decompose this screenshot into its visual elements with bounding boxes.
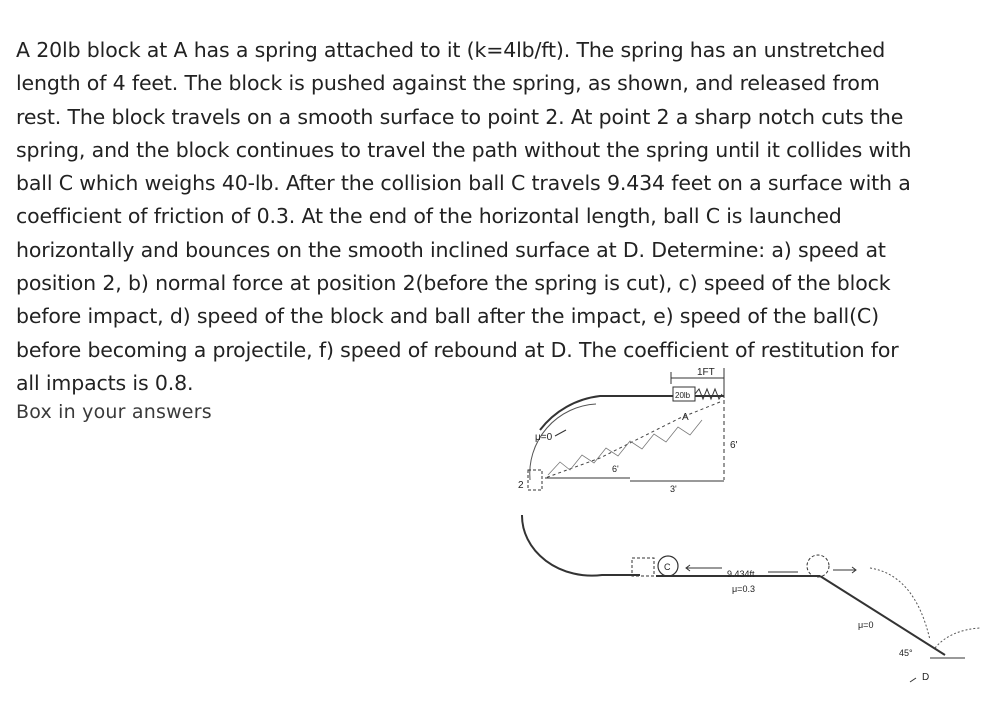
three-ft-label: 3' — [670, 484, 677, 494]
block-label: 20lb — [675, 391, 691, 400]
problem-statement — [16, 34, 916, 400]
distance-label: 9.434ft — [727, 569, 755, 579]
problem-line-1: A 20lb block at A has a spring attached to it (k=4lb/ft). The spring has an unstretched — [16, 38, 886, 62]
problem-line-2: length of 4 feet. The block is pushed against the spring, as shown, and released from — [16, 71, 880, 96]
problem-line-5: ball C which weighs 40-lb. After the collision ball C travels 9.434 feet on a surface with a — [16, 171, 911, 196]
angle-label: 45° — [899, 648, 913, 658]
block-before-impact — [632, 558, 654, 576]
ball-c-label: C — [664, 562, 671, 572]
six-ft-radius-label: 6' — [612, 464, 619, 474]
upper-track — [540, 396, 724, 430]
one-ft-label: 1FT — [697, 367, 715, 378]
problem-line-3: rest. The block travels on a smooth surface to point 2. At point 2 a sharp notch cuts the — [16, 104, 904, 129]
problem-line-11: all impacts is 0.8. — [16, 370, 194, 395]
problem-line-10: before becoming a projectile, f) speed of rebound at D. The coefficient of restitution for — [16, 337, 899, 362]
lower-loop — [522, 515, 640, 576]
friction-label: μ=0.3 — [732, 584, 755, 594]
mu-top-label: μ=0 — [535, 432, 553, 443]
problem-line-7: horizontally and bounces on the smooth inclined surface at D. Determine: a) speed at — [16, 237, 886, 262]
spring-stretch-path — [545, 402, 720, 478]
mechanics-diagram — [500, 360, 980, 710]
mu-incline-label: μ=0 — [858, 620, 874, 630]
problem-line-4: spring, and the block continues to travel the path without the spring until it collides with — [16, 137, 912, 162]
rebound-trajectory — [935, 628, 980, 648]
point-d-label: D — [922, 672, 930, 683]
box-answers-note: Box in your answers — [16, 401, 212, 423]
incline-surface — [820, 576, 945, 655]
problem-line-8: position 2, b) normal force at position 2(before the spring is cut), c) speed of the block — [16, 271, 891, 296]
ball-c-launch — [807, 555, 829, 577]
point-2-label: 2 — [518, 480, 524, 491]
spring — [695, 389, 722, 399]
point-a-label: A — [682, 412, 689, 423]
trajectory — [870, 568, 930, 640]
problem-line-6: coefficient of friction of 0.3. At the end of the horizontal length, ball C is launched — [16, 204, 842, 229]
six-ft-vertical-label: 6' — [730, 440, 738, 451]
problem-line-9: before impact, d) speed of the block and ball after the impact, e) speed of the ball(C) — [16, 304, 879, 329]
